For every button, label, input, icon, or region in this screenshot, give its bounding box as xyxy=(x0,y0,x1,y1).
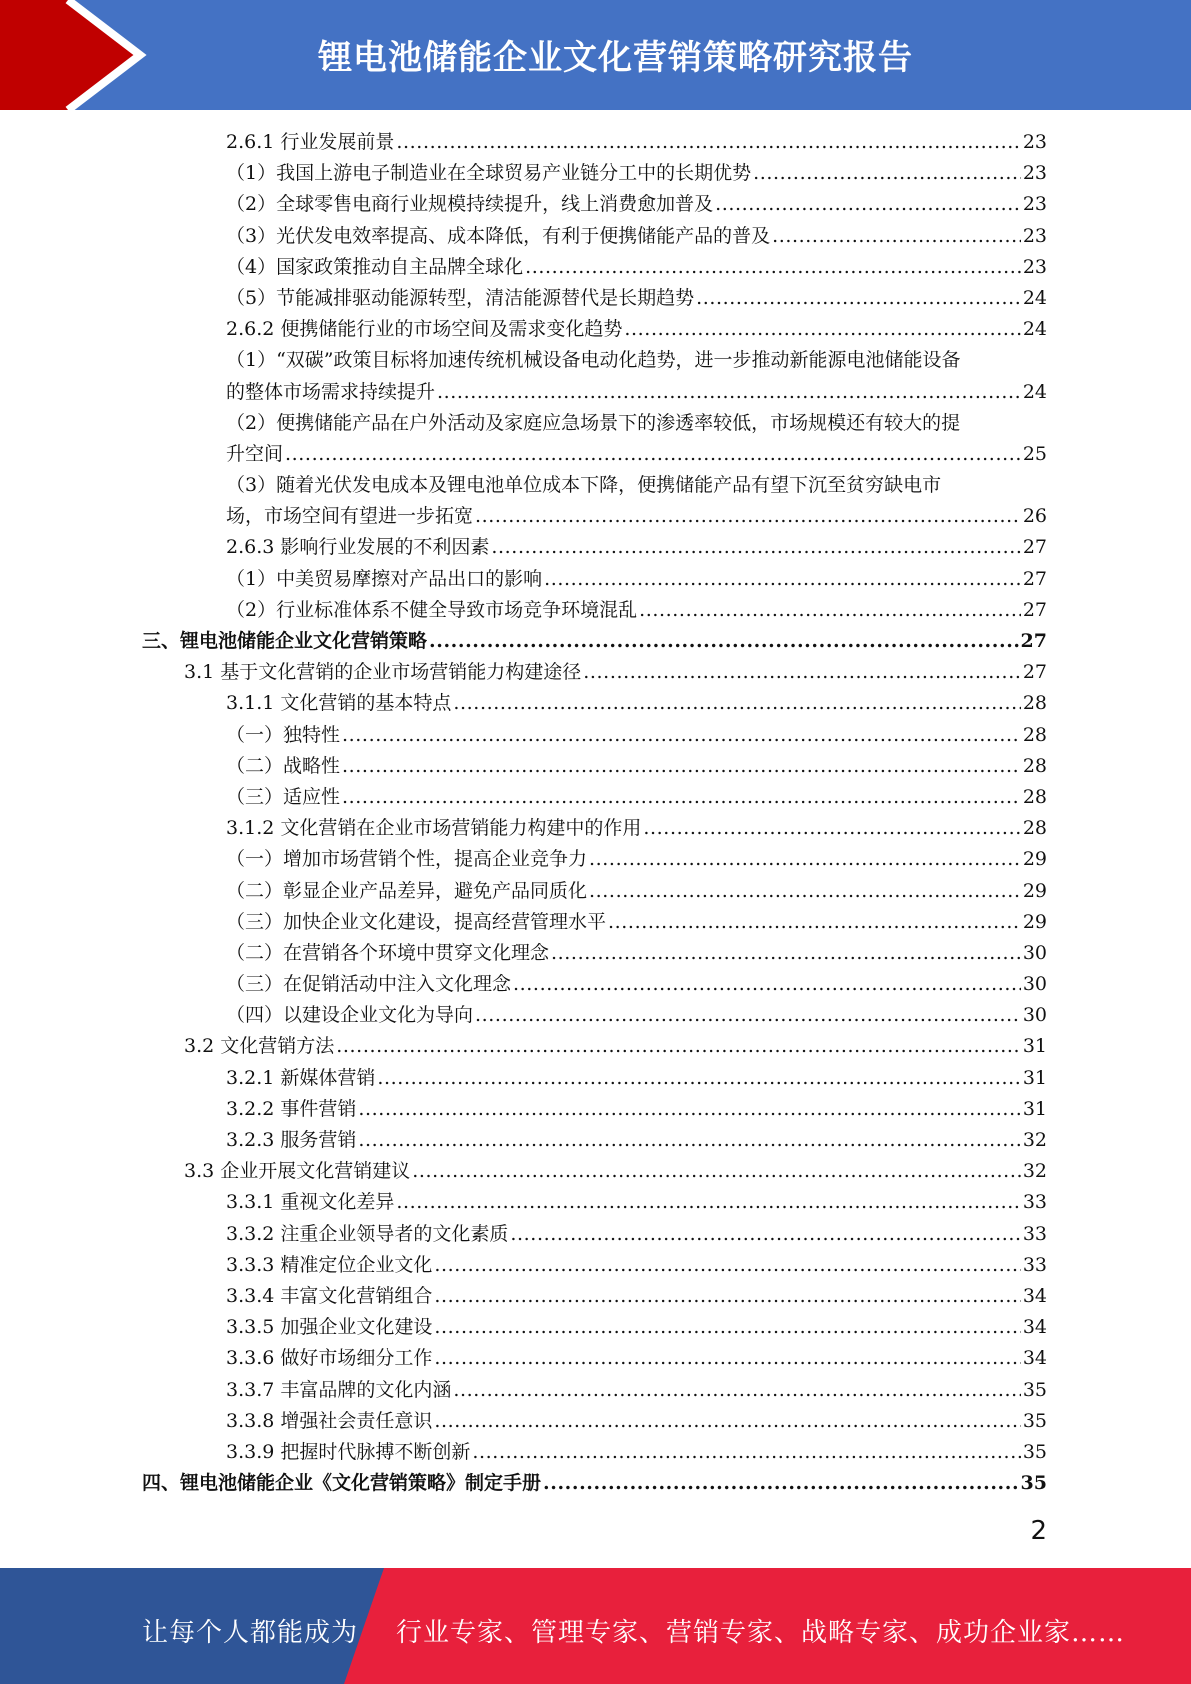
toc-entry[interactable] xyxy=(0,1343,1191,1374)
toc-entry-text[interactable]: 2.6.3 影响行业发展的不利因素 xyxy=(226,536,490,559)
toc-page-number[interactable]: 32 xyxy=(1022,1129,1047,1151)
toc-entry-line[interactable] xyxy=(226,969,1047,1000)
toc-page-number[interactable]: 27 xyxy=(1022,536,1047,559)
toc-page-number[interactable]: 29 xyxy=(1022,848,1047,871)
toc-leader-dots xyxy=(412,1156,1021,1187)
toc-page-number[interactable]: 24 xyxy=(1022,286,1047,309)
toc-entry-line[interactable] xyxy=(226,1250,1047,1281)
toc-entry[interactable] xyxy=(0,1312,1191,1343)
toc-leader-dots xyxy=(453,688,1020,719)
toc-entry[interactable] xyxy=(0,283,1191,314)
toc-entry-line[interactable] xyxy=(226,377,1047,408)
toc-page-number[interactable]: 30 xyxy=(1022,941,1047,964)
toc-entry-line[interactable] xyxy=(226,595,1047,626)
toc-entry-text[interactable]: （三）在促销活动中注入文化理念 xyxy=(226,973,512,996)
toc-entry-line[interactable] xyxy=(226,1312,1047,1343)
toc-page-number[interactable]: 35 xyxy=(1022,1409,1047,1432)
toc-page-number[interactable]: 23 xyxy=(1022,162,1047,185)
toc-entry[interactable] xyxy=(0,1375,1191,1406)
toc-entry-line[interactable] xyxy=(226,189,1047,220)
toc-page-number[interactable]: 30 xyxy=(1022,1004,1047,1027)
toc-page-number[interactable]: 31 xyxy=(1022,1066,1047,1089)
toc-entry-text[interactable]: （4）国家政策推动自主品牌全球化 xyxy=(226,255,524,278)
toc-leader-dots xyxy=(696,283,1021,314)
toc-entry-line[interactable] xyxy=(226,1281,1047,1312)
toc-entry[interactable] xyxy=(0,595,1191,626)
toc-page-number[interactable]: 31 xyxy=(1022,1097,1047,1120)
toc-entry-text[interactable]: 2.6.1 行业发展前景 xyxy=(226,131,395,153)
toc-leader-dots xyxy=(525,252,1021,283)
toc-entry[interactable] xyxy=(0,969,1191,1000)
toc-entry-continued-line xyxy=(0,345,1191,376)
toc-entry-text[interactable]: （三）加快企业文化建设，提高经营管理水平 xyxy=(226,910,607,933)
toc-entry[interactable] xyxy=(0,1250,1191,1281)
toc-entry[interactable] xyxy=(0,1437,1191,1468)
toc-page-number[interactable]: 30 xyxy=(1022,973,1047,996)
toc-leader-dots xyxy=(513,969,1021,1000)
toc-entry-line[interactable] xyxy=(226,844,1047,875)
toc-leader-dots xyxy=(583,657,1021,688)
toc-entry-text[interactable]: 3.2.1 新媒体营销 xyxy=(226,1066,376,1089)
toc-entry-text[interactable]: 3.2.2 事件营销 xyxy=(226,1097,357,1120)
toc-entry[interactable] xyxy=(0,1031,1191,1062)
toc-leader-dots xyxy=(358,1125,1020,1156)
toc-entry-text[interactable]: （1）“双碳”政策目标将加速传统机械设备电动化趋势，进一步推动新能源电池储能设备 xyxy=(226,349,961,372)
toc-entry[interactable] xyxy=(0,158,1191,189)
toc-entry-text[interactable]: （3）光伏发电效率提高、成本降低，有利于便携储能产品的普及 xyxy=(226,224,771,247)
toc-entry[interactable] xyxy=(0,1281,1191,1312)
toc-entry-text[interactable]: 场，市场空间有望进一步拓宽 xyxy=(226,505,474,528)
toc-entry[interactable] xyxy=(0,688,1191,719)
toc-page-number[interactable]: 33 xyxy=(1022,1191,1047,1214)
toc-entry[interactable] xyxy=(0,377,1191,408)
toc-entry[interactable] xyxy=(0,938,1191,969)
toc-page-number[interactable]: 28 xyxy=(1022,785,1047,808)
toc-leader-dots xyxy=(643,813,1020,844)
toc-page-number[interactable]: 35 xyxy=(1022,1378,1047,1401)
toc-entry[interactable] xyxy=(0,1187,1191,1218)
toc-entry-text[interactable]: 3.3.9 把握时代脉搏不断创新 xyxy=(226,1440,471,1463)
toc-entry-line[interactable] xyxy=(226,688,1047,719)
toc-entry[interactable] xyxy=(0,720,1191,751)
toc-entry-text[interactable]: （一）独特性 xyxy=(226,723,341,746)
toc-entry[interactable] xyxy=(0,751,1191,782)
toc-leader-dots xyxy=(510,1219,1020,1250)
toc-page-number[interactable]: 35 xyxy=(1022,1440,1047,1463)
toc-page-number[interactable]: 29 xyxy=(1022,879,1047,902)
toc-leader-dots xyxy=(715,189,1021,220)
toc-leader-dots xyxy=(358,1094,1020,1125)
toc-entry[interactable] xyxy=(0,1094,1191,1125)
toc-entry-line[interactable] xyxy=(226,813,1047,844)
toc-page-number[interactable]: 27 xyxy=(1020,630,1047,652)
toc-entry-line[interactable] xyxy=(226,1219,1047,1250)
toc-entry-line[interactable] xyxy=(184,1031,1047,1062)
toc-page-number[interactable]: 29 xyxy=(1022,910,1047,933)
page-header xyxy=(0,0,1191,110)
toc-leader-dots xyxy=(396,1187,1020,1218)
toc-page-number[interactable]: 27 xyxy=(1022,598,1047,621)
toc-entry[interactable] xyxy=(0,1000,1191,1031)
toc-entry[interactable] xyxy=(0,564,1191,595)
toc-entry-text[interactable]: 三、锂电池储能企业文化营销策略 xyxy=(142,630,428,652)
toc-entry[interactable] xyxy=(0,1063,1191,1094)
toc-entry-line[interactable] xyxy=(226,1375,1047,1406)
toc-entry-text[interactable]: （三）适应性 xyxy=(226,785,341,808)
toc-entry[interactable] xyxy=(0,657,1191,688)
toc-entry-line[interactable] xyxy=(226,314,1047,345)
toc-entry[interactable] xyxy=(0,626,1191,657)
toc-entry-text[interactable]: 3.1.2 文化营销在企业市场营销能力构建中的作用 xyxy=(226,817,642,840)
toc-entry-line[interactable] xyxy=(142,626,1047,657)
toc-page-number[interactable]: 34 xyxy=(1022,1284,1047,1307)
toc-entry-line[interactable] xyxy=(226,221,1047,252)
toc-leader-dots xyxy=(544,564,1021,595)
toc-entry[interactable] xyxy=(0,127,1191,158)
footer-slogan-right: 行业专家、管理专家、营销专家、战略专家、成功企业家…… xyxy=(396,1618,1126,1648)
toc-entry-text[interactable]: 升空间 xyxy=(226,442,284,465)
toc-entry-text[interactable]: （二）彰显企业产品差异，避免产品同质化 xyxy=(226,879,588,902)
toc-entry-line[interactable] xyxy=(226,564,1047,595)
toc-leader-dots xyxy=(342,751,1021,782)
toc-leader-dots xyxy=(589,844,1021,875)
toc-leader-dots xyxy=(437,377,1021,408)
toc-leader-dots xyxy=(472,1437,1020,1468)
toc-entry-line[interactable] xyxy=(226,876,1047,907)
toc-entry-text[interactable]: 3.3.2 注重企业领导者的文化素质 xyxy=(226,1222,509,1245)
toc-page-number[interactable]: 23 xyxy=(1022,193,1047,216)
toc-entry-text[interactable]: （1）中美贸易摩擦对产品出口的影响 xyxy=(226,567,543,590)
toc-leader-dots xyxy=(336,1031,1021,1062)
toc-page-number[interactable]: 23 xyxy=(1022,131,1047,153)
toc-entry[interactable] xyxy=(0,907,1191,938)
toc-entry-line[interactable] xyxy=(226,1187,1047,1218)
page-footer xyxy=(0,1568,1191,1684)
toc-leader-dots xyxy=(491,532,1020,563)
toc-entry-text[interactable]: （四）以建设企业文化为导向 xyxy=(226,1004,474,1027)
page-number: 2 xyxy=(1030,1516,1047,1546)
toc-entry-text[interactable]: （2）便携储能产品在户外活动及家庭应急场景下的渗透率较低，市场规模还有较大的提 xyxy=(226,411,961,434)
toc-entry[interactable] xyxy=(0,1468,1191,1499)
toc-entry-line[interactable] xyxy=(226,127,1047,158)
toc-entry[interactable] xyxy=(0,844,1191,875)
toc-entry-line[interactable] xyxy=(226,938,1047,969)
toc-leader-dots xyxy=(475,1000,1021,1031)
toc-page-number[interactable]: 35 xyxy=(1020,1472,1047,1495)
toc-leader-dots xyxy=(551,938,1021,969)
toc-page-number[interactable]: 26 xyxy=(1022,505,1047,528)
toc-entry-text[interactable]: 3.3.4 丰富文化营销组合 xyxy=(226,1284,433,1307)
toc-page-number[interactable]: 28 xyxy=(1022,692,1047,715)
toc-entry-text[interactable]: （二）在营销各个环境中贯穿文化理念 xyxy=(226,941,550,964)
toc-leader-dots xyxy=(589,876,1021,907)
toc-entry-line[interactable] xyxy=(226,1000,1047,1031)
toc-entry[interactable] xyxy=(0,501,1191,532)
toc-entry[interactable] xyxy=(0,1219,1191,1250)
toc-page-number[interactable]: 24 xyxy=(1022,318,1047,341)
toc-page-number[interactable]: 27 xyxy=(1022,567,1047,590)
toc-entry[interactable] xyxy=(0,221,1191,252)
toc-entry-text[interactable]: 3.1 基于文化营销的企业市场营销能力构建途径 xyxy=(184,661,582,684)
toc-leader-dots xyxy=(475,501,1021,532)
toc-entry-line[interactable] xyxy=(226,1343,1047,1374)
toc-entry-text[interactable]: （一）增加市场营销个性，提高企业竞争力 xyxy=(226,848,588,871)
toc-leader-dots xyxy=(453,1375,1020,1406)
toc-entry-text[interactable]: 的整体市场需求持续提升 xyxy=(226,380,436,403)
toc-entry-text[interactable]: 3.3.5 加强企业文化建设 xyxy=(226,1316,433,1339)
toc-entry-text[interactable]: 3.2.3 服务营销 xyxy=(226,1129,357,1151)
toc-entry-line[interactable] xyxy=(226,1406,1047,1437)
toc-entry-line[interactable] xyxy=(184,1156,1047,1187)
toc-entry-line[interactable] xyxy=(184,657,1047,688)
toc-entry[interactable] xyxy=(0,314,1191,345)
toc-entry-text[interactable]: （二）战略性 xyxy=(226,754,341,777)
toc-page-number[interactable]: 33 xyxy=(1022,1253,1047,1276)
toc-entry[interactable] xyxy=(0,1406,1191,1437)
toc-leader-dots xyxy=(377,1063,1020,1094)
toc-entry-text[interactable]: 3.3.6 做好市场细分工作 xyxy=(226,1347,433,1370)
toc-entry-line[interactable] xyxy=(226,439,1047,470)
toc-entry-text[interactable]: （3）随着光伏发电成本及锂电池单位成本下降，便携储能产品有望下沉至贫穷缺电市 xyxy=(226,474,942,497)
toc-entry-text[interactable]: 四、锂电池储能企业《文化营销策略》制定手册 xyxy=(142,1472,542,1495)
toc-entry[interactable] xyxy=(0,439,1191,470)
toc-entry-line[interactable] xyxy=(226,782,1047,813)
toc-page-number[interactable]: 34 xyxy=(1022,1316,1047,1339)
toc-entry-line[interactable] xyxy=(226,158,1047,189)
toc-leader-dots xyxy=(434,1406,1020,1437)
toc-entry-line[interactable] xyxy=(226,907,1047,938)
toc-leader-dots xyxy=(434,1281,1020,1312)
toc-entry-text[interactable]: 3.3.1 重视文化差异 xyxy=(226,1191,395,1214)
toc-entry-line[interactable] xyxy=(142,1468,1047,1499)
toc-entry-line[interactable] xyxy=(226,751,1047,782)
toc-leader-dots xyxy=(772,221,1021,252)
toc-leader-dots xyxy=(608,907,1021,938)
toc-entry-continued-line xyxy=(0,470,1191,501)
toc-entry-continued-line xyxy=(0,408,1191,439)
toc-leader-dots xyxy=(396,127,1020,158)
toc-entry[interactable] xyxy=(0,252,1191,283)
toc-leader-dots xyxy=(434,1343,1020,1374)
toc-entry-text[interactable]: 3.3.7 丰富品牌的文化内涵 xyxy=(226,1378,452,1401)
table-of-contents xyxy=(0,127,1191,1499)
document-title: 锂电池储能企业文化营销策略研究报告 xyxy=(318,38,913,78)
toc-leader-dots xyxy=(543,1468,1019,1499)
toc-page-number[interactable]: 28 xyxy=(1022,754,1047,777)
toc-entry[interactable] xyxy=(0,813,1191,844)
toc-entry-text[interactable]: 2.6.2 便携储能行业的市场空间及需求变化趋势 xyxy=(226,318,623,341)
toc-leader-dots xyxy=(434,1312,1020,1343)
toc-entry-text[interactable]: 3.2 文化营销方法 xyxy=(184,1035,335,1058)
toc-page-number[interactable]: 32 xyxy=(1022,1160,1047,1183)
toc-entry[interactable] xyxy=(0,189,1191,220)
toc-page-number[interactable]: 31 xyxy=(1022,1035,1047,1058)
toc-leader-dots xyxy=(753,158,1021,189)
toc-entry[interactable] xyxy=(0,782,1191,813)
toc-entry-text[interactable]: （2）行业标准体系不健全导致市场竞争环境混乱 xyxy=(226,598,638,621)
toc-entry[interactable] xyxy=(0,1125,1191,1156)
toc-entry-line[interactable] xyxy=(226,283,1047,314)
toc-entry-line[interactable] xyxy=(226,252,1047,283)
toc-entry-text[interactable]: 3.3.3 精准定位企业文化 xyxy=(226,1253,433,1276)
footer-slogan-left: 让每个人都能成为 xyxy=(142,1618,359,1648)
toc-page-number[interactable]: 34 xyxy=(1022,1347,1047,1370)
toc-entry-line[interactable] xyxy=(226,1063,1047,1094)
toc-entry-text[interactable]: 3.3 企业开展文化营销建议 xyxy=(184,1160,411,1183)
toc-leader-dots xyxy=(342,720,1021,751)
toc-entry-line[interactable] xyxy=(226,1094,1047,1125)
toc-page-number[interactable]: 33 xyxy=(1022,1222,1047,1245)
toc-entry[interactable] xyxy=(0,1156,1191,1187)
toc-page-number[interactable]: 27 xyxy=(1022,661,1047,684)
toc-entry-text[interactable]: （2）全球零售电商行业规模持续提升，线上消费愈加普及 xyxy=(226,193,714,216)
toc-leader-dots xyxy=(429,626,1019,657)
toc-page-number[interactable]: 24 xyxy=(1022,380,1047,403)
toc-entry-line[interactable] xyxy=(226,1125,1047,1156)
toc-leader-dots xyxy=(434,1250,1020,1281)
toc-entry-line[interactable] xyxy=(226,532,1047,563)
toc-page-number[interactable]: 23 xyxy=(1022,224,1047,247)
toc-page-number[interactable]: 23 xyxy=(1022,255,1047,278)
toc-entry[interactable] xyxy=(0,876,1191,907)
toc-leader-dots xyxy=(285,439,1021,470)
toc-entry-text[interactable]: 3.3.8 增强社会责任意识 xyxy=(226,1409,433,1432)
toc-page-number[interactable]: 28 xyxy=(1022,817,1047,840)
toc-leader-dots xyxy=(624,314,1020,345)
toc-entry-line[interactable] xyxy=(226,720,1047,751)
toc-page-number[interactable]: 28 xyxy=(1022,723,1047,746)
toc-page-number[interactable]: 25 xyxy=(1022,442,1047,465)
toc-entry-text[interactable]: （1）我国上游电子制造业在全球贸易产业链分工中的长期优势 xyxy=(226,162,752,185)
toc-entry-line[interactable] xyxy=(226,1437,1047,1468)
toc-entry-text[interactable]: （5）节能减排驱动能源转型，清洁能源替代是长期趋势 xyxy=(226,286,695,309)
toc-leader-dots xyxy=(639,595,1021,626)
toc-leader-dots xyxy=(342,782,1021,813)
toc-entry-line[interactable] xyxy=(226,501,1047,532)
toc-entry-text[interactable]: 3.1.1 文化营销的基本特点 xyxy=(226,692,452,715)
toc-entry[interactable] xyxy=(0,532,1191,563)
